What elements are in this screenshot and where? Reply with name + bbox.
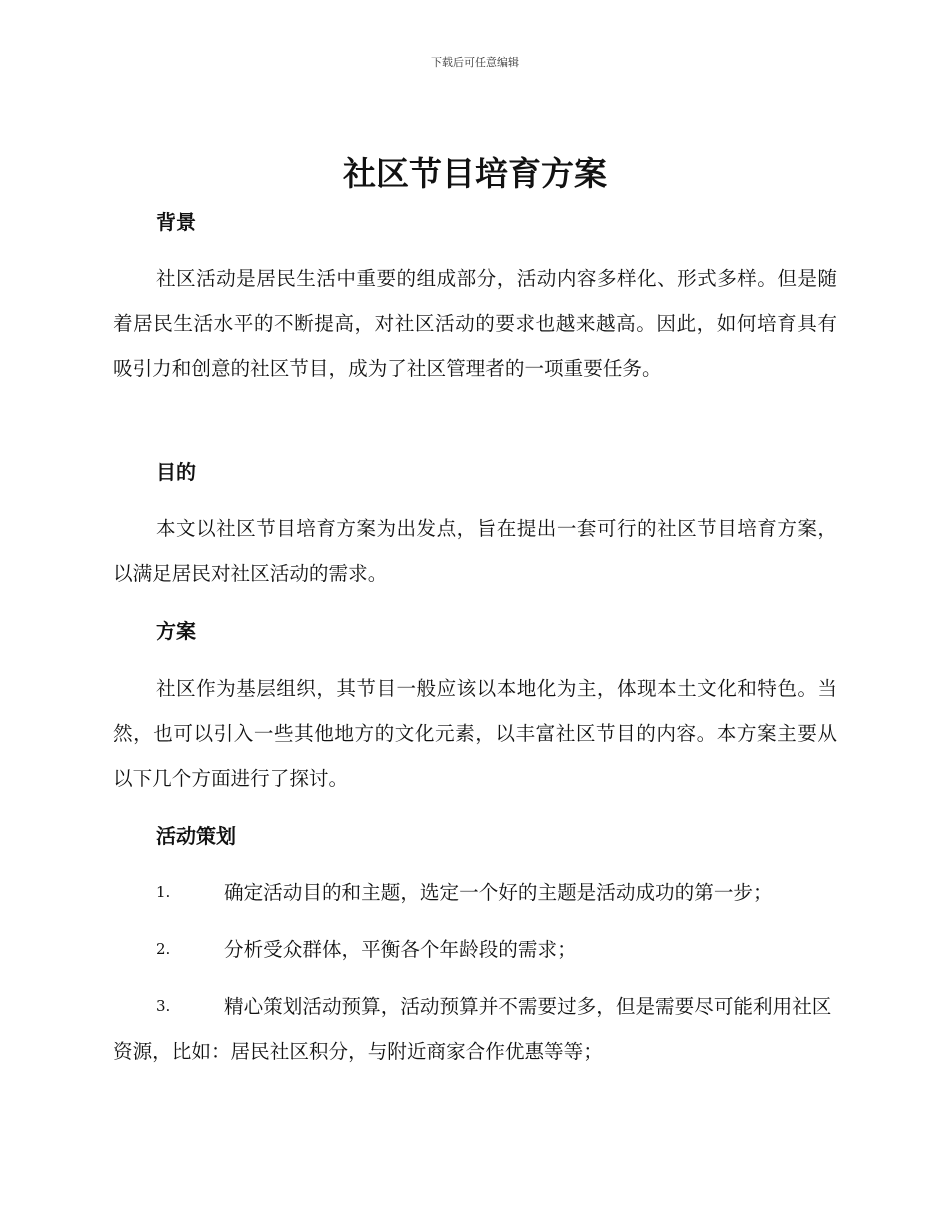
section-heading-activity-planning: 活动策划 <box>156 824 236 848</box>
paragraph-background: 社区活动是居民生活中重要的组成部分，活动内容多样化、形式多样。但是随着居民生活水平的不断提高，对社区活动的要求也越来越高。因此，如何培育具有吸引力和创意的社区节目，成为了社区管理者的一项重要任务。 <box>113 267 837 380</box>
section-heading-background: 背景 <box>156 210 196 234</box>
list-item <box>113 927 837 972</box>
list-item-number: 2. <box>156 940 171 958</box>
list-item-text: 精心策划活动预算，活动预算并不需要过多，但是需要尽可能利用社区资源，比如：居民社区积分，与附近商家合作优惠等等； <box>113 995 832 1063</box>
paragraph-purpose: 本文以社区节目培育方案为出发点，旨在提出一套可行的社区节目培育方案，以满足居民对社区活动的需求。 <box>113 517 837 585</box>
list-item <box>113 870 837 915</box>
paragraph-plan: 社区作为基层组织，其节目一般应该以本地化为主，体现本土文化和特色。当然，也可以引入一些其他地方的文化元素，以丰富社区节目的内容。本方案主要从以下几个方面进行了探讨。 <box>113 677 837 790</box>
list-item-text: 分析受众群体，平衡各个年龄段的需求； <box>224 938 577 961</box>
section-heading-plan: 方案 <box>156 619 196 643</box>
list-item-text: 确定活动目的和主题，选定一个好的主题是活动成功的第一步； <box>224 881 773 904</box>
header-note: 下载后可任意编辑 <box>431 56 519 69</box>
list-item <box>113 984 837 1074</box>
list-item-number: 1. <box>156 883 171 901</box>
section-heading-purpose: 目的 <box>156 460 196 484</box>
document-title: 社区节目培育方案 <box>343 154 607 193</box>
list-item-number: 3. <box>156 997 171 1015</box>
